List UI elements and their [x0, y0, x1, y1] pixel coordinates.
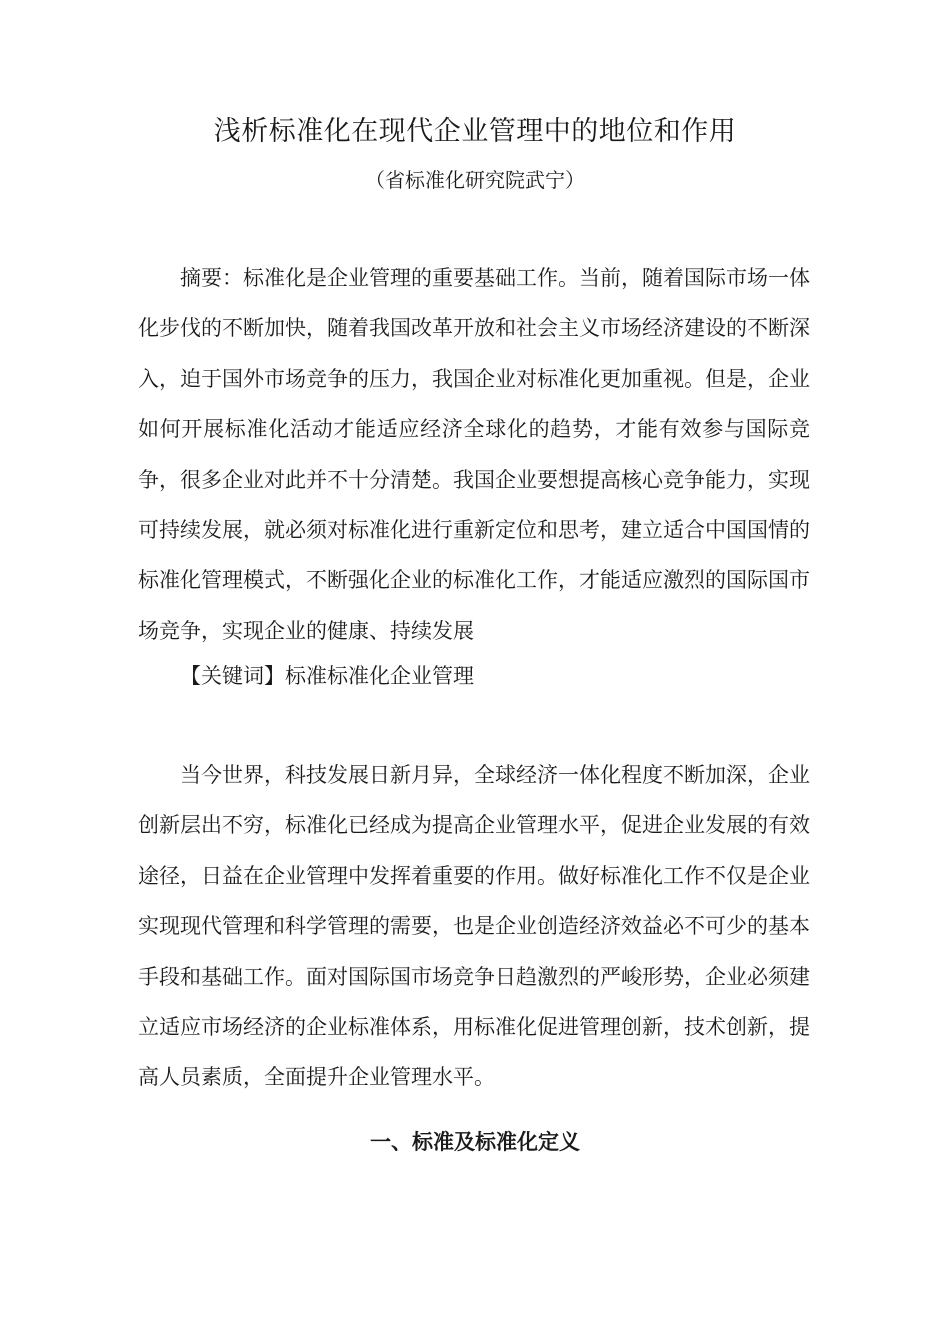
document-title: 浅析标准化在现代企业管理中的地位和作用: [213, 116, 737, 147]
abstract-paragraph: 摘要：标准化是企业管理的重要基础工作。当前，随着国际市场一体化步伐的不断加快，随着我国改革开放和社会主义市场经济建设的不断深入，迫于国外市场竞争的压力，我国企业对标准化更加重视。但是，企业如何开展标准化活动才能适应经济全球化的趋势，才能有效参与国际竞争，很多企业对此并不十分清楚。我国企业要想提高核心竞争能力，实现可持续发展，就必须对标准化进行重新定位和思考，建立适合中国国情的标准化管理模式，不断强化企业的标准化工作，才能适应激烈的国际国市场竞争，实现企业的健康、持续发展: [138, 266, 810, 643]
intro-paragraph: 当今世界，科技发展日新月异，全球经济一体化程度不断加深，企业创新层出不穷，标准化已经成为提高企业管理水平，促进企业发展的有效途径，日益在企业管理中发挥着重要的作用。做好标准化工作不仅是企业实现现代管理和科学管理的需要，也是企业创造经济效益必不可少的基本手段和基础工作。面对国际国市场竞争日趋激烈的严峻形势，企业必须建立适应市场经济的企业标准体系，用标准化促进管理创新，技术创新，提高人员素质，全面提升企业管理水平。: [138, 763, 810, 1090]
keywords-line: 【关键词】标准标准化企业管理: [180, 664, 474, 688]
section-heading: 一、标准及标准化定义: [370, 1129, 580, 1154]
author-line: （省标准化研究院武宁）: [365, 168, 585, 192]
